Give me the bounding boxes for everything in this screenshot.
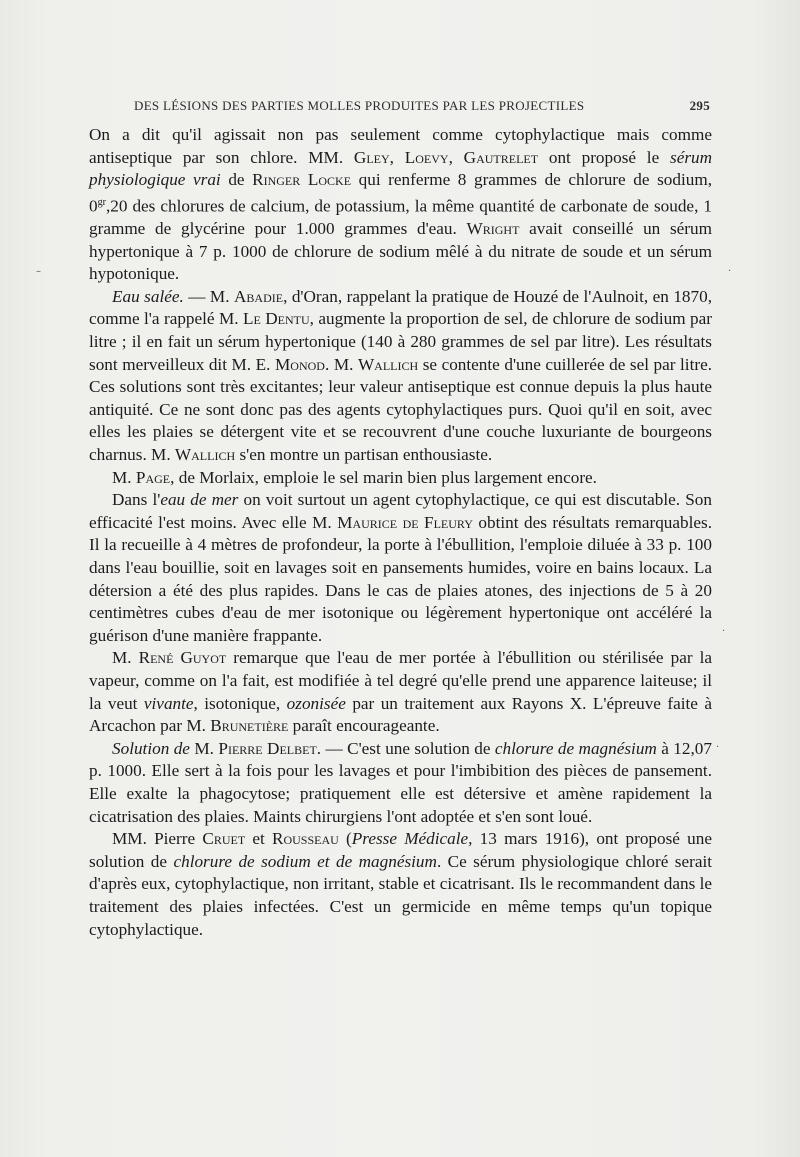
author-name: Le Dentu (243, 309, 310, 329)
text-run: ont proposé le (538, 147, 670, 167)
author-name: Ringer Locke (252, 170, 352, 190)
text-run: , d'Oran, rappelant la pratique de Houzé de l'Aulnoit, en 1870, comme l'a rappelé M. (89, 286, 712, 329)
author-name: Gley (353, 147, 390, 167)
author-name: Maurice de Fleury (337, 512, 473, 532)
author-name: Rousseau (272, 829, 339, 849)
text-run: obtint des résultats remarquables. Il la recueille à 4 mètres de profondeur, la porte à l'ébullition, l'emploie diluée à 33 p. 100 dans l'eau bouillie, soit en lavages soit en pansements humides, voire en bains locaux. La détersion a été des plus rapides. Dans le cas de plaies atones, des injections de 5 à 20 centimètres cubes d'eau de mer isotonique ou légèrement hypertonique ont accéléré la guérison d'une manière frappante. (89, 512, 713, 645)
italic-term: eau de mer (160, 490, 239, 510)
margin-dot-mark: · (722, 626, 726, 637)
text-run: remarque que l'eau de mer portée à l'ébullition ou stérilisée par la vapeur, comme on l'a fait, est modifiée à tel degré qu'elle prend une apparence laiteuse; il la veut (89, 648, 712, 713)
section-lead: Eau salée. (112, 286, 184, 306)
text-run: On a dit qu'il agissait non pas seulement comme cytophylactique mais comme antiseptique par son chlore. MM. (89, 125, 712, 167)
paragraph-7 (89, 828, 712, 941)
author-name: Abadie (233, 286, 284, 306)
italic-term: ozonisée (286, 693, 346, 713)
text-run: ,20 des chlorures de calcium, de potassium, la même quantité de carbonate de soude, 1 gramme de glycérine pour 1.000 grammes d'eau. (89, 196, 712, 239)
text-run: M. (189, 738, 219, 758)
italic-term: chlorure de sodium et de magnésium (173, 851, 437, 871)
unit-superscript: gr (97, 196, 106, 208)
text-run: M. (112, 467, 136, 487)
text-run: par un traitement aux Rayons X. L'épreuve faite à Arcachon par M. (89, 693, 712, 736)
italic-term: sérum physiologique vrai (89, 147, 713, 190)
margin-dot-mark: · (728, 266, 732, 277)
margin-dash-mark: – (36, 266, 41, 277)
italic-term: chlorure de magnésium (494, 738, 657, 758)
section-lead: Solution de (112, 738, 190, 758)
text-run: , de Morlaix, emploie le sel marin bien plus largement encore. (170, 467, 597, 487)
author-name: Cruet (202, 829, 246, 849)
author-name: Wallich (357, 354, 419, 374)
text-run: , isotonique, (193, 693, 287, 713)
paragraph-3 (89, 467, 712, 490)
author-name: Wallich (174, 445, 236, 465)
author-name: Wright (466, 219, 520, 239)
text-run: M. (112, 648, 139, 668)
author-name: Page (135, 467, 171, 487)
text-run: . M. (324, 354, 358, 374)
running-header (134, 98, 710, 118)
text-run: , (448, 147, 464, 167)
body-text (89, 124, 712, 941)
text-run: de (220, 170, 253, 190)
text-run: MM. Pierre (112, 829, 203, 849)
text-run: , (389, 147, 405, 167)
author-name: René Guyot (138, 648, 227, 668)
paragraph-4 (89, 489, 712, 647)
paragraph-5 (89, 647, 712, 737)
text-run: paraît encourageante. (288, 716, 440, 736)
text-run: et (245, 829, 273, 849)
text-run: . — C'est une solution de (316, 738, 495, 758)
text-run: Dans l' (112, 490, 161, 510)
paragraph-6 (89, 738, 712, 828)
author-name: Monod (275, 354, 325, 374)
author-name: Pierre Delbet (218, 738, 317, 758)
text-run: 13 mars 1916), ont proposé une solution de (89, 829, 712, 871)
text-run: avait conseillé un sérum hypertonique à 7 p. 1000 de chlorure de sodium mêlé à du nitrate de soude et un sérum hypotonique. (89, 219, 712, 284)
journal-title: Presse Médicale, (351, 829, 473, 849)
author-name: Gautrelet (463, 147, 539, 167)
italic-term: vivante (143, 693, 194, 713)
author-name: Brunetière (210, 716, 289, 736)
text-run: s'en montre un partisan enthousiaste. (235, 445, 493, 465)
paragraph-1 (89, 124, 712, 286)
author-name: Loevy (404, 147, 449, 167)
text-run: qui renferme 8 grammes de chlorure de sodium, 0 (89, 170, 712, 216)
text-run: se contente d'une cuillerée de sel par litre. Ces solutions sont très excitantes; leur valeur antiseptique est connue depuis la plus haute antiquité. Ce ne sont donc pas des agents cytophylactiques purs. Quoi qu'il en soit, avec elles les plaies se détergent vite et se recouvrent d'une couche luxuriante de bourgeons charnus. M. (89, 354, 712, 465)
text-run: , augmente la proportion de sel, de chlorure de sodium par litre ; il en fait un sérum hypertonique (140 à 280 grammes de sel par litre). Les résultats sont merveilleux dit M. E. (89, 309, 712, 374)
page-number: 295 (689, 98, 710, 113)
text-run: ( (338, 829, 352, 849)
text-run: on voit surtout un agent cytophylactique, ce qui est discutable. Son efficacité l'est moins. Avec elle M. (89, 490, 712, 532)
text-run: . Ce sérum physiologique chloré serait d'après eux, cytophylactique, non irritant, stable et cicatrisant. Ils le recommandent dans le traitement des plaies infectées. C'est un germicide en même temps qu'un topique cytophylactique. (89, 851, 712, 939)
paragraph-2 (89, 286, 712, 467)
margin-dot-mark: · (716, 742, 720, 753)
running-title: DES LÉSIONS DES PARTIES MOLLES PRODUITES PAR LES PROJECTILES (134, 98, 585, 113)
text-run: à 12,07 p. 1000. Elle sert à la fois pour les lavages et pour l'imbibition des pièces de pansement. Elle exalte la phagocytose; pratiquement elle est détersive et amène rapidement la cicatrisation des plaies. Maints chirurgiens l'ont adoptée et s'en sont loué. (89, 738, 712, 826)
text-run: — M. (183, 286, 234, 306)
